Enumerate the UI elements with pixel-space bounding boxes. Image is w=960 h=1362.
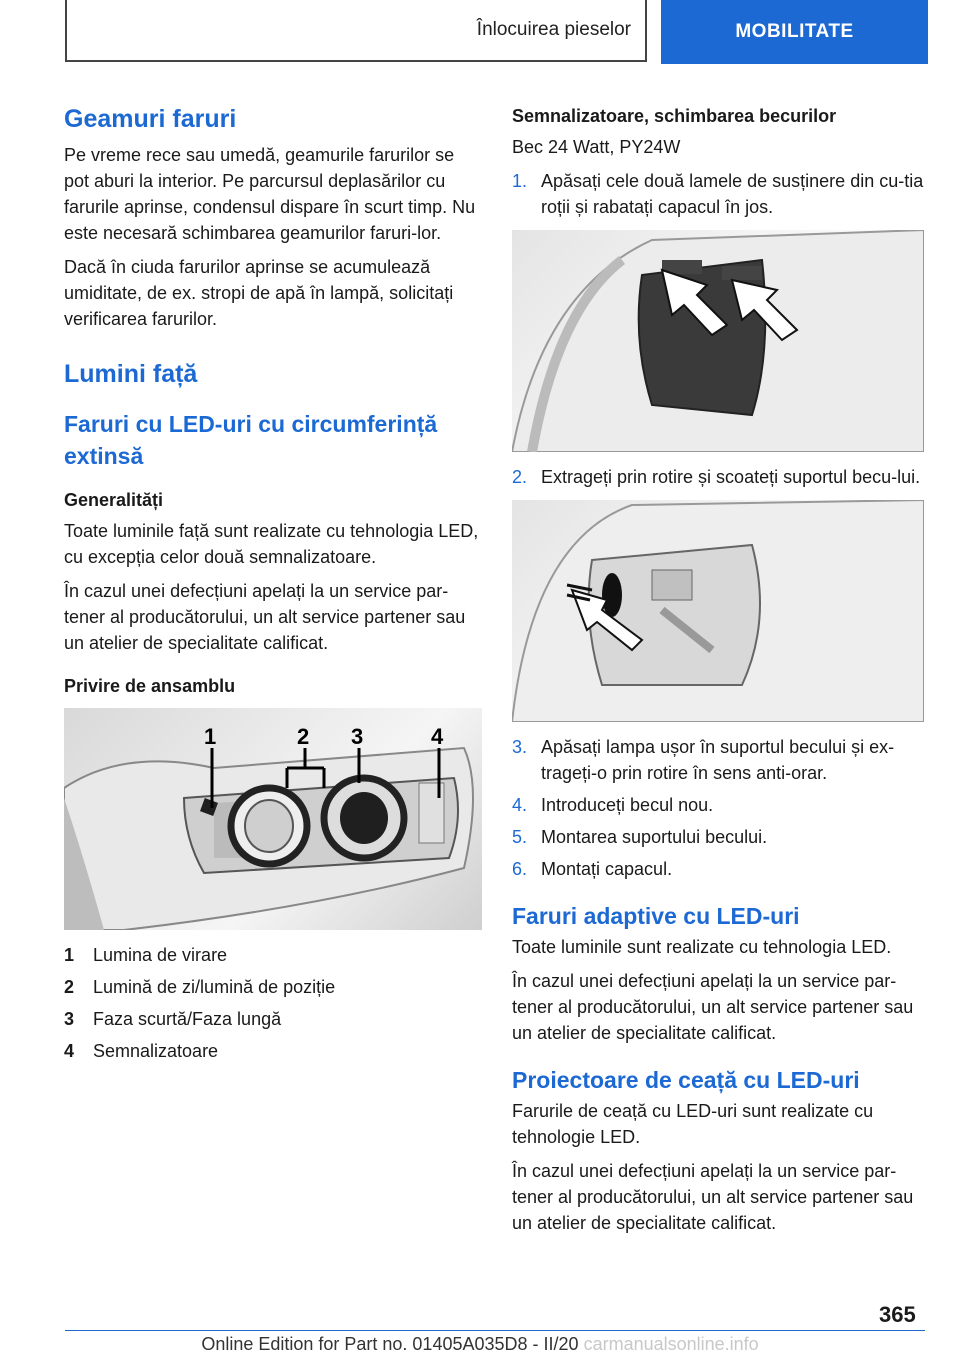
- section-tab: MOBILITATE: [661, 0, 928, 64]
- heading-proiectoare-ceata: Proiectoare de ceață cu LED-uri: [512, 1067, 860, 1093]
- paragraph: Dacă în ciuda farurilor aprinse se acumulează umiditate, de ex. stropi de apă în lampă, solicitați verificarea farurilor.: [64, 257, 454, 329]
- cover-illustration: [512, 230, 924, 452]
- heading-generalitati: Generalități: [64, 490, 164, 510]
- step-item: 4. Introduceți becul nou.: [512, 795, 714, 815]
- callout-4: 4: [431, 724, 444, 749]
- steps-list: [512, 734, 924, 882]
- paragraph: Bec 24 Watt, PY24W: [512, 137, 681, 157]
- heading-faruri-led: Faruri cu LED-uri cu circumferință extinsă: [64, 411, 438, 469]
- steps-list: [512, 168, 924, 220]
- heading-geamuri-faruri: Geamuri faruri: [64, 105, 237, 133]
- left-column: [64, 100, 482, 1070]
- paragraph: În cazul unei defecțiuni apelați la un service par-tener al producătorului, un alt service partener sau un atelier de specialitate calificat.: [512, 971, 914, 1043]
- heading-privire-ansamblu: Privire de ansamblu: [64, 676, 236, 696]
- legend-item: 3 Faza scurtă/Faza lungă: [64, 1009, 282, 1029]
- heading-lumini-fata: Lumini față: [64, 360, 198, 388]
- watermark: carmanualsonline.info: [583, 1334, 759, 1354]
- callout-3: 3: [351, 724, 364, 749]
- page-header: [65, 0, 928, 64]
- callout-1: 1: [204, 724, 217, 749]
- step-item: 5. Montarea suportului becului.: [512, 827, 768, 847]
- heading-faruri-adaptive: Faruri adaptive cu LED-uri: [512, 903, 800, 929]
- page-number: 365: [879, 1302, 916, 1327]
- footer: [0, 1334, 960, 1355]
- legend-item: 4 Semnalizatoare: [64, 1041, 219, 1061]
- step-item: 6. Montați capacul.: [512, 859, 673, 879]
- paragraph: Toate luminile sunt realizate cu tehnologia LED.: [512, 937, 892, 957]
- edition-text: Online Edition for Part no. 01405A035D8 - II/20: [201, 1334, 579, 1354]
- paragraph: În cazul unei defecțiuni apelați la un service par-tener al producătorului, un alt service partener sau un atelier de specialitate calificat.: [64, 581, 466, 653]
- paragraph: Farurile de ceață cu LED-uri sunt realizate cu tehnologie LED.: [512, 1101, 874, 1147]
- legend-item: 2 Lumină de zi/lumină de poziție: [64, 977, 336, 997]
- right-column: [512, 100, 924, 1244]
- steps-list: [512, 464, 924, 490]
- figure-legend: [64, 942, 482, 1064]
- step-item: 3. Apăsați lampa ușor în suportul becului și ex-trageți-o prin rotire în sens anti-orar.: [512, 737, 895, 783]
- headlight-illustration: [64, 708, 482, 930]
- legend-item: 1 Lumina de virare: [64, 945, 228, 965]
- chapter-title: Înlocuirea pieselor: [65, 0, 647, 62]
- step-item: 2. Extrageți prin rotire și scoateți suportul becu-lui.: [512, 467, 921, 487]
- heading-semnalizatoare: Semnalizatoare, schimbarea becurilor: [512, 106, 837, 126]
- footer-divider: [65, 1330, 925, 1331]
- bulb-holder-illustration: [512, 500, 924, 722]
- bulb-holder-figure: [512, 500, 924, 722]
- cover-removal-figure: [512, 230, 924, 452]
- headlight-overview-figure: [64, 708, 482, 930]
- paragraph: Toate luminile față sunt realizate cu tehnologia LED, cu excepția celor două semnalizatoare.: [64, 521, 479, 567]
- paragraph: Pe vreme rece sau umedă, geamurile farurilor se pot aburi la interior. Pe parcursul deplasărilor cu farurile aprinse, condensul dispare în scurt timp. Nu este necesară schimbarea geamurilor faruri-lor.: [64, 145, 476, 243]
- callout-2: 2: [297, 724, 310, 749]
- paragraph: În cazul unei defecțiuni apelați la un service par-tener al producătorului, un alt service partener sau un atelier de specialitate calificat.: [512, 1161, 914, 1233]
- step-item: 1. Apăsați cele două lamele de susținere din cu-tia roții și rabatați capacul în jos.: [512, 171, 924, 217]
